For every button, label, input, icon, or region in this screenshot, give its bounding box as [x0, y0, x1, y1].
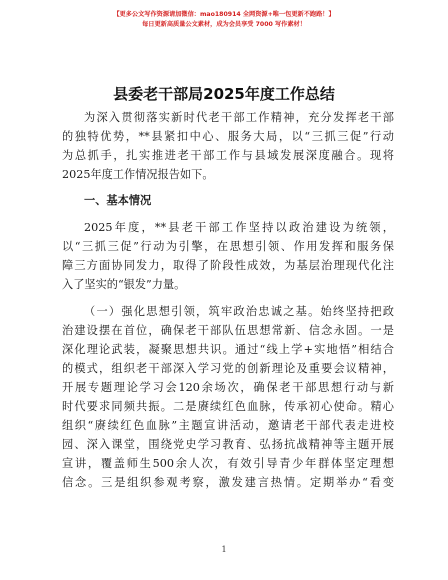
- text-line: 为深入贯彻落实新时代老干部工作精神，充分发挥老干部: [84, 111, 394, 124]
- text-line: 信念。三是组织参观考察，激发建言热情。定期举办“看变: [62, 476, 394, 489]
- text-line: 2025年度工作情况报告如下。: [62, 168, 214, 181]
- text-line: 为总抓手，扎实推进老干部工作与县域发展深度融合。现将: [62, 149, 394, 162]
- text-line: 的模式，组织老干部深入学习党的创新理论及重要会议精神，: [62, 362, 394, 375]
- text-line: 组织“赓续红色血脉”主题宣讲活动，邀请老干部代表走进校: [62, 419, 394, 432]
- text-line: 2025年度，**县老干部工作坚持以政治建设为统领，: [84, 221, 394, 234]
- promo-banner-line-1: 【更多公文写作资源请加微信：mao180914 全网资源+唯一包更新不跑路！】: [113, 11, 335, 18]
- text-line: 时代要求同频共振。二是赓续红色血脉，传承初心使命。精心: [62, 400, 394, 413]
- text-line: 入了坚实的“银发”力量。: [62, 278, 186, 291]
- text-line: 开展专题理论学习会120余场次，确保老干部思想行动与新: [62, 381, 394, 394]
- document-title: 县委老干部局2025年度工作总结: [113, 85, 335, 103]
- text-line: 园、深入课堂，围绕党史学习教育、弘扬抗战精神等主题开展: [62, 438, 394, 451]
- text-line: 障三方面协同发力，取得了阶段性成效，为基层治理现代化注: [62, 259, 394, 272]
- text-line: 治建设摆在首位，确保老干部队伍思想常新、信念永固。一是: [62, 324, 394, 337]
- text-line: （一）强化思想引领，筑牢政治忠诚之基。始终坚持把政: [84, 305, 394, 318]
- page-number: 1: [221, 545, 227, 554]
- section-heading: 一、基本情况: [84, 194, 152, 207]
- promo-banner-line-2: 每日更新高质量公文素材，成为会员享受 7000 写作素材！: [142, 21, 306, 28]
- text-line: 的独特优势，**县紧扣中心、服务大局，以“三抓三促”行动: [62, 130, 394, 143]
- text-line: 以“三抓三促”行动为引擎，在思想引领、作用发挥和服务保: [62, 240, 394, 253]
- text-line: 深化理论武装，凝聚思想共识。通过“线上学+实地悟”相结合: [62, 343, 394, 356]
- text-line: 宣讲，覆盖师生500余人次，有效引导青少年群体坚定理想: [62, 457, 394, 470]
